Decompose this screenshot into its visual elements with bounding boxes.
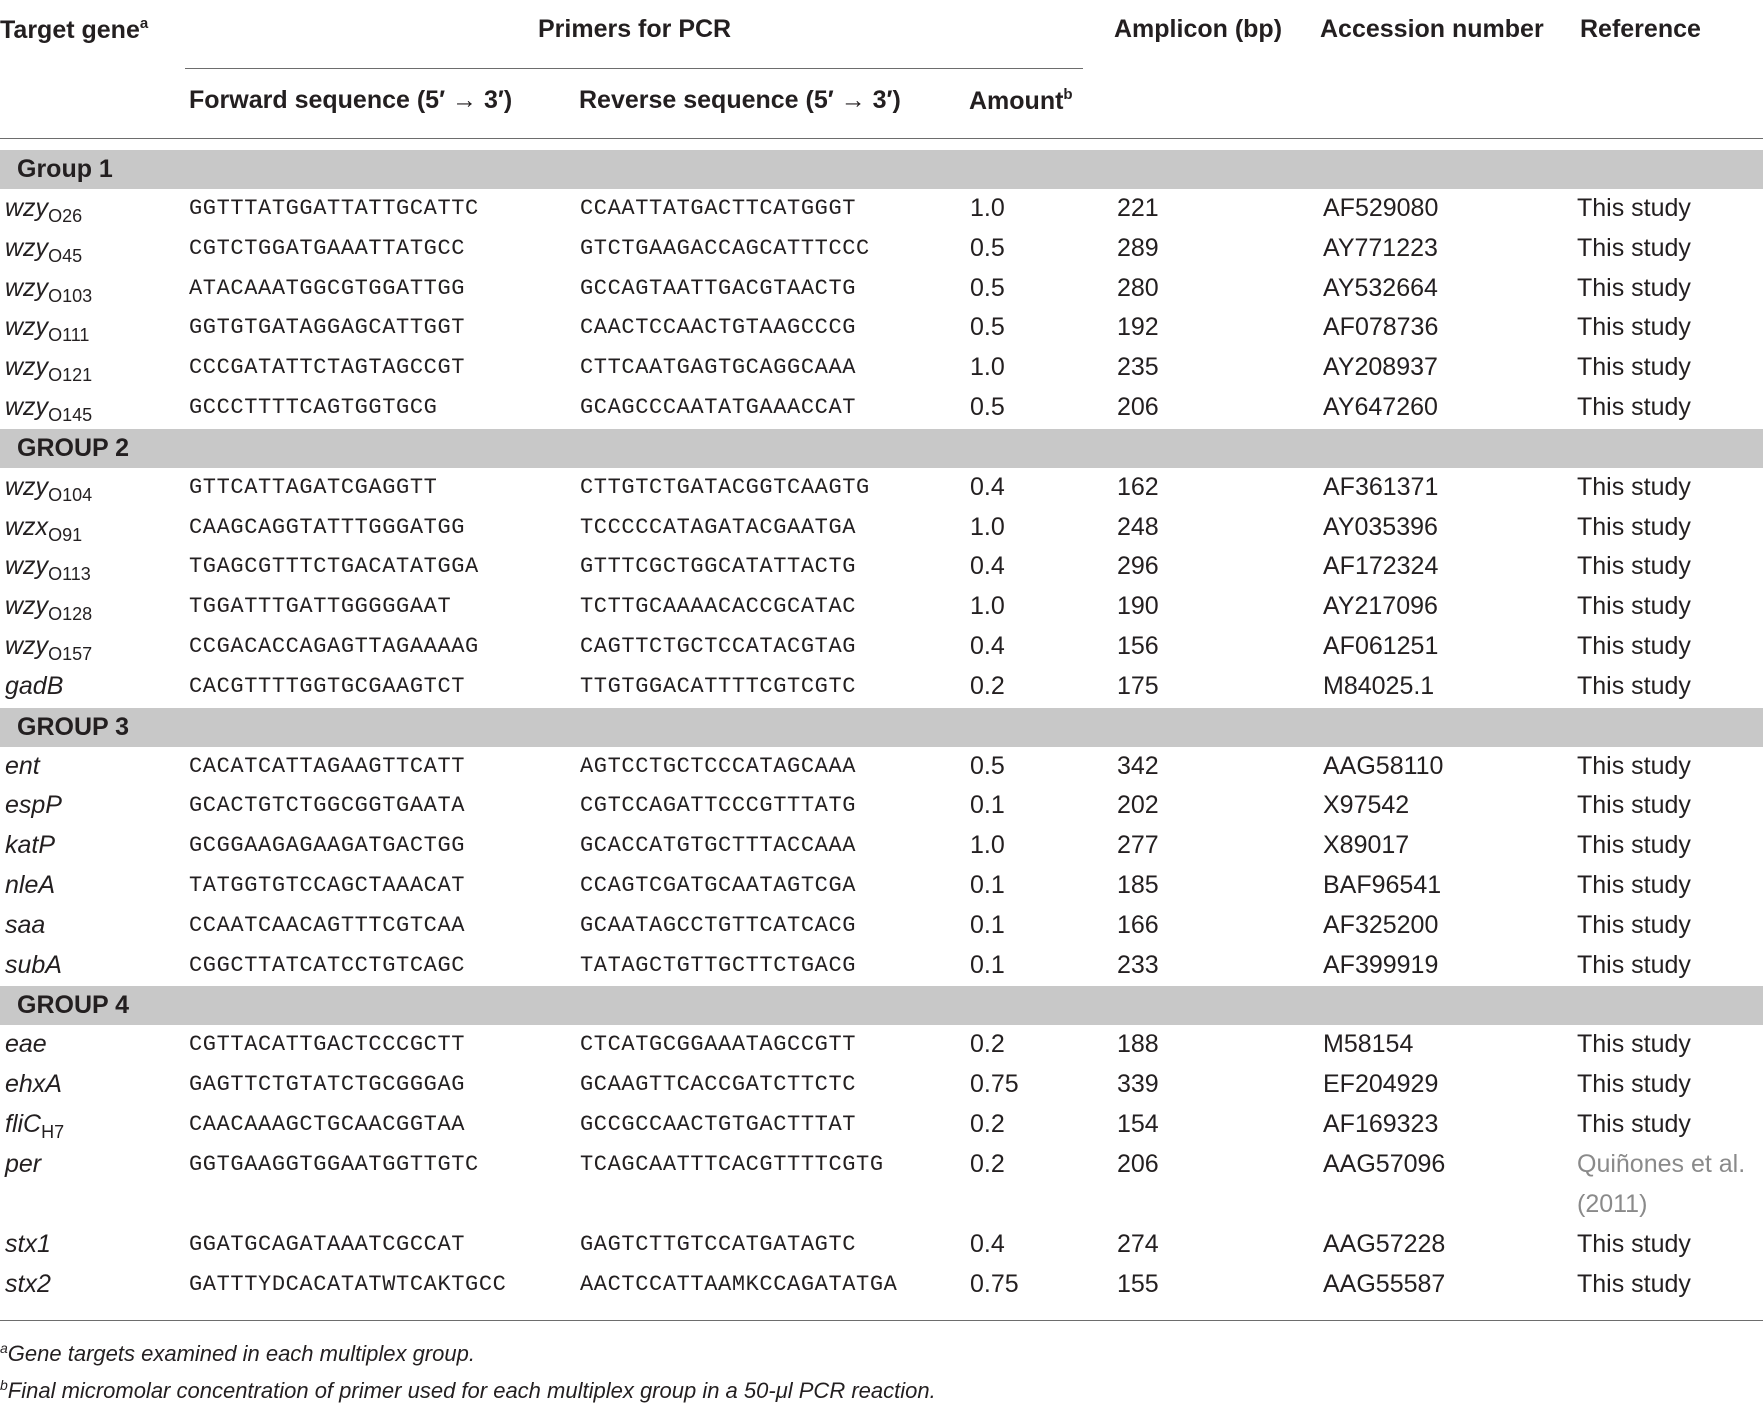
accession-number: AF529080 <box>1323 194 1439 222</box>
amplicon-size: 192 <box>1117 313 1159 342</box>
accession-number: M84025.1 <box>1323 671 1435 700</box>
forward-sequence: CGGCTTATCATCCTGTCAGC <box>189 952 466 978</box>
accession-number: AY208937 <box>1323 353 1438 382</box>
amplicon-size: 175 <box>1117 671 1159 700</box>
gene-name: wzx <box>5 512 49 541</box>
forward-sequence: GAGTTCTGTATCTGCGGGAG <box>189 1072 466 1098</box>
header-amount: Amount$^b$ <box>969 86 1073 115</box>
header-reference: Reference <box>1580 15 1701 43</box>
group-header <box>0 708 1763 747</box>
amplicon-size: 206 <box>1117 1149 1159 1178</box>
gene-name: wzy <box>5 592 49 621</box>
amplicon-size: 274 <box>1117 1229 1159 1258</box>
reference: This study <box>1577 910 1691 939</box>
accession-number: AY532664 <box>1323 273 1438 302</box>
gene-name: wzy <box>5 194 49 222</box>
accession-number: BAF96541 <box>1323 871 1442 899</box>
amount: 1.0 <box>970 194 1005 222</box>
amplicon-size: 155 <box>1117 1269 1159 1298</box>
amplicon-size: 233 <box>1117 950 1159 979</box>
group-header <box>0 150 1763 189</box>
table-row <box>0 668 1763 708</box>
accession-number: EF204929 <box>1323 1070 1439 1099</box>
amount: 0.5 <box>970 273 1005 302</box>
amount: 0.2 <box>970 1149 1005 1178</box>
table-row <box>0 1106 1763 1146</box>
gene-name: katP <box>5 831 56 860</box>
reverse-sequence: CTTCAATGAGTGCAGGCAAA <box>580 355 857 381</box>
reference: This study <box>1577 273 1691 302</box>
amplicon-size: 277 <box>1117 831 1159 860</box>
gene-subscript: O104 <box>48 484 93 505</box>
reverse-sequence: AGTCCTGCTCCCATAGCAAA <box>580 753 857 779</box>
target-gene <box>5 1110 64 1143</box>
footnote-b: $^b$Final micromolar concentration of primer used for each multiplex group in a 50-μl PCR reaction. <box>0 1377 936 1403</box>
amplicon-size: 248 <box>1117 512 1159 541</box>
amplicon-size: 154 <box>1117 1110 1159 1138</box>
gene-name: eae <box>5 1030 47 1059</box>
reference: This study <box>1577 1110 1691 1138</box>
gene-name: ent <box>5 751 40 780</box>
accession-number: M58154 <box>1323 1030 1414 1059</box>
table-row <box>0 947 1763 987</box>
reference: This study <box>1577 791 1691 820</box>
amplicon-size: 339 <box>1117 1070 1159 1099</box>
forward-sequence: GGTGTGATAGGAGCATTGGT <box>189 315 466 341</box>
group-header <box>0 986 1763 1025</box>
gene-subscript: O26 <box>48 206 83 226</box>
amount: 0.2 <box>970 671 1005 700</box>
amplicon-size: 206 <box>1117 393 1159 421</box>
gene-name: wzy <box>5 472 49 501</box>
gene-name: saa <box>5 910 46 939</box>
forward-sequence: CCGACACCAGAGTTAGAAAAG <box>189 634 479 659</box>
target-gene <box>5 871 55 900</box>
forward-sequence: CAACAAAGCTGCAACGGTAA <box>189 1112 466 1137</box>
amount: 1.0 <box>970 592 1005 621</box>
reverse-sequence: CCAGTCGATGCAATAGTCGA <box>580 873 857 898</box>
gene-subscript: O103 <box>48 285 93 306</box>
accession-number: AAG55587 <box>1323 1269 1446 1298</box>
gene-name: wzy <box>5 353 49 382</box>
target-gene <box>5 592 92 625</box>
reverse-sequence: CAACTCCAACTGTAAGCCCG <box>580 315 857 341</box>
target-gene <box>5 1270 51 1299</box>
target-gene <box>5 552 91 585</box>
header-forward-sequence: Forward sequence (5′ → 3′) <box>189 86 513 114</box>
table-row <box>0 748 1763 788</box>
amplicon-size: 235 <box>1117 353 1159 382</box>
accession-number: AF325200 <box>1323 910 1439 939</box>
amount: 0.4 <box>970 632 1005 660</box>
amount: 0.5 <box>970 393 1005 421</box>
reference: This study <box>1577 1070 1691 1099</box>
gene-name: stx2 <box>5 1269 51 1298</box>
gene-subscript: O111 <box>48 325 90 346</box>
target-gene <box>5 791 62 820</box>
reverse-sequence: CGTCCAGATTCCCGTTTATG <box>580 793 857 819</box>
gene-name: gadB <box>5 671 64 700</box>
target-gene <box>5 513 82 546</box>
accession-number: AF172324 <box>1323 552 1439 581</box>
gene-subscript: H7 <box>41 1122 65 1142</box>
amplicon-size: 190 <box>1117 592 1159 621</box>
gene-name: per <box>5 1149 42 1178</box>
accession-number: AAG58110 <box>1323 751 1444 780</box>
reverse-sequence: CTTGTCTGATACGGTCAAGTG <box>580 474 870 500</box>
table-row <box>0 1146 1763 1218</box>
forward-sequence: GCCCTTTTCAGTGGTGCG <box>189 395 438 420</box>
header-target-gene: Target gene$^a$ <box>0 15 149 44</box>
group-label: Group 1 <box>17 155 113 183</box>
table-row <box>0 628 1763 668</box>
target-gene <box>5 393 92 426</box>
forward-sequence: ATACAAATGGCGTGGATTGG <box>189 275 466 301</box>
table-row <box>0 469 1763 509</box>
gene-name: subA <box>5 950 62 979</box>
reverse-sequence: GCAATAGCCTGTTCATCACG <box>580 912 857 938</box>
amount: 1.0 <box>970 353 1005 382</box>
amount: 0.5 <box>970 233 1005 262</box>
accession-number: AY217096 <box>1323 592 1438 621</box>
reverse-sequence: TCTTGCAAAACACCGCATAC <box>580 594 857 620</box>
reverse-sequence: GCAAGTTCACCGATCTTCTC <box>580 1072 857 1098</box>
reference: This study <box>1577 831 1691 860</box>
reference: This study <box>1577 1269 1691 1298</box>
amount: 1.0 <box>970 831 1005 860</box>
amount: 1.0 <box>970 512 1005 541</box>
gene-subscript: O45 <box>48 245 83 266</box>
gene-subscript: O145 <box>48 405 93 425</box>
gene-name: wzy <box>5 393 49 421</box>
amount: 0.2 <box>970 1030 1005 1059</box>
table-row <box>0 270 1763 310</box>
accession-number: AF078736 <box>1323 313 1439 342</box>
reverse-sequence: GTTTCGCTGGCATATTACTG <box>580 554 857 580</box>
reference: This study <box>1577 871 1691 899</box>
table-row <box>0 309 1763 349</box>
forward-sequence: GGTGAAGGTGGAATGGTTGTC <box>189 1151 479 1177</box>
gene-subscript: O128 <box>48 604 93 625</box>
group-label: GROUP 2 <box>17 433 130 462</box>
accession-number: AY035396 <box>1323 512 1438 541</box>
target-gene <box>5 473 92 506</box>
table-row <box>0 1026 1763 1066</box>
target-gene <box>5 1070 62 1099</box>
target-gene <box>5 752 40 781</box>
reference: This study <box>1577 233 1691 262</box>
header-amplicon: Amplicon (bp) <box>1114 15 1283 43</box>
amount: 0.1 <box>970 871 1005 899</box>
group-header <box>0 429 1763 468</box>
reference: This study <box>1577 1229 1691 1258</box>
header-accession-number: Accession number <box>1320 15 1544 43</box>
forward-sequence: CACATCATTAGAAGTTCATT <box>189 753 466 779</box>
forward-sequence: TGAGCGTTTCTGACATATGGA <box>189 554 479 580</box>
table-row <box>0 907 1763 947</box>
header-bottom-rule <box>0 138 1763 139</box>
reference: This study <box>1577 950 1691 979</box>
accession-number: AF361371 <box>1323 472 1439 501</box>
gene-subscript: O121 <box>48 365 93 386</box>
header-primers-for-pcr: Primers for PCR <box>538 15 732 43</box>
gene-subscript: O113 <box>48 564 91 585</box>
reverse-sequence: TTGTGGACATTTTCGTCGTC <box>580 673 857 699</box>
forward-sequence: CAAGCAGGTATTTGGGATGG <box>189 514 466 540</box>
table-row <box>0 867 1763 907</box>
accession-number: AY647260 <box>1323 393 1438 421</box>
target-gene <box>5 313 89 346</box>
amount: 0.2 <box>970 1110 1005 1138</box>
gene-name: wzy <box>5 273 49 302</box>
target-gene <box>5 1030 47 1059</box>
accession-number: AF169323 <box>1323 1110 1439 1138</box>
forward-sequence: CCCGATATTCTAGTAGCCGT <box>189 355 466 381</box>
table-row <box>0 230 1763 270</box>
reverse-sequence: GAGTCTTGTCCATGATAGTC <box>580 1231 857 1257</box>
reverse-sequence: TCCCCCATAGATACGAATGA <box>580 514 857 540</box>
reverse-sequence: GTCTGAAGACCAGCATTTCCC <box>580 235 870 261</box>
gene-subscript: O91 <box>48 524 83 545</box>
amplicon-size: 289 <box>1117 233 1159 262</box>
target-gene <box>5 1230 51 1259</box>
forward-sequence: GCACTGTCTGGCGGTGAATA <box>189 793 466 819</box>
amount: 0.4 <box>970 1229 1005 1258</box>
reference: This study <box>1577 472 1691 501</box>
accession-number: X97542 <box>1323 791 1410 820</box>
amount: 0.5 <box>970 313 1005 342</box>
forward-sequence: GGATGCAGATAAATCGCCAT <box>189 1231 466 1257</box>
forward-sequence: GCGGAAGAGAAGATGACTGG <box>189 833 466 859</box>
target-gene <box>5 632 92 665</box>
gene-name: fliC <box>5 1110 42 1138</box>
gene-name: wzy <box>5 313 49 342</box>
header-subrule <box>185 68 1083 69</box>
accession-number: AAG57096 <box>1323 1149 1446 1178</box>
header-reverse-sequence: Reverse sequence (5′ → 3′) <box>579 86 901 114</box>
amplicon-size: 162 <box>1117 472 1159 501</box>
amplicon-size: 280 <box>1117 273 1159 302</box>
reverse-sequence: CAGTTCTGCTCCATACGTAG <box>580 634 857 659</box>
gene-name: wzy <box>5 552 49 581</box>
reverse-sequence: TATAGCTGTTGCTTCTGACG <box>580 952 857 978</box>
reverse-sequence: TCAGCAATTTCACGTTTTCGTG <box>580 1151 884 1177</box>
reference: This study <box>1577 552 1691 581</box>
group-label: GROUP 3 <box>17 712 130 741</box>
table-row <box>0 509 1763 549</box>
amount: 0.1 <box>970 910 1005 939</box>
accession-number: X89017 <box>1323 831 1410 860</box>
forward-sequence: GTTCATTAGATCGAGGTT <box>189 474 438 500</box>
gene-name: nleA <box>5 871 56 899</box>
target-gene <box>5 1150 41 1179</box>
table-row <box>0 1266 1763 1306</box>
gene-name: espP <box>5 791 62 820</box>
target-gene <box>5 672 63 701</box>
target-gene <box>5 194 82 227</box>
accession-number: AAG57228 <box>1323 1229 1446 1258</box>
reference: This study <box>1577 353 1691 382</box>
reference: This study <box>1577 194 1691 222</box>
table-row <box>0 548 1763 588</box>
reverse-sequence: GCAGCCCAATATGAAACCAT <box>580 395 857 420</box>
amplicon-size: 185 <box>1117 871 1159 899</box>
forward-sequence: TGGATTTGATTGGGGGAAT <box>189 594 452 620</box>
group-label: GROUP 4 <box>17 991 130 1020</box>
amount: 0.5 <box>970 751 1005 780</box>
amplicon-size: 202 <box>1117 791 1159 820</box>
gene-subscript: O157 <box>48 644 93 664</box>
table-row <box>0 787 1763 827</box>
accession-number: AF399919 <box>1323 950 1439 979</box>
target-gene <box>5 353 92 386</box>
reverse-sequence: GCCAGTAATTGACGTAACTG <box>580 275 857 301</box>
reverse-sequence: GCCGCCAACTGTGACTTTAT <box>580 1112 857 1137</box>
reverse-sequence: CTCATGCGGAAATAGCCGTT <box>580 1032 857 1058</box>
amplicon-size: 188 <box>1117 1030 1159 1059</box>
amplicon-size: 342 <box>1117 751 1159 780</box>
amplicon-size: 156 <box>1117 632 1159 660</box>
amount: 0.1 <box>970 950 1005 979</box>
reverse-sequence: CCAATTATGACTTCATGGGT <box>580 196 857 221</box>
gene-name: stx1 <box>5 1229 51 1258</box>
table-row <box>0 349 1763 389</box>
amount: 0.75 <box>970 1269 1019 1298</box>
accession-number: AF061251 <box>1323 632 1439 660</box>
amount: 0.1 <box>970 791 1005 820</box>
forward-sequence: TATGGTGTCCAGCTAAACAT <box>189 873 466 898</box>
gene-name: wzy <box>5 233 49 262</box>
reverse-sequence: AACTCCATTAAMKCCAGATATGA <box>580 1271 898 1297</box>
reverse-sequence: GCACCATGTGCTTTACCAAA <box>580 833 857 859</box>
table-row <box>0 190 1763 230</box>
reference: Quiñones et al. (2011) <box>1577 1149 1746 1218</box>
forward-sequence: CCAATCAACAGTTTCGTCAA <box>189 912 466 938</box>
target-gene <box>5 274 92 307</box>
reference: This study <box>1577 1030 1691 1059</box>
reference: This study <box>1577 512 1691 541</box>
table-bottom-rule <box>0 1320 1763 1321</box>
table-row <box>0 588 1763 628</box>
table-row <box>0 1066 1763 1106</box>
table-row <box>0 827 1763 867</box>
target-gene <box>5 911 45 940</box>
amplicon-size: 166 <box>1117 910 1159 939</box>
forward-sequence: CGTTACATTGACTCCCGCTT <box>189 1032 466 1058</box>
amount: 0.4 <box>970 552 1005 581</box>
target-gene <box>5 831 55 860</box>
forward-sequence: CACGTTTTGGTGCGAAGTCT <box>189 673 466 699</box>
gene-name: ehxA <box>5 1070 62 1099</box>
footnote-a: $^a$Gene targets examined in each multiplex group. <box>0 1340 475 1366</box>
target-gene <box>5 234 82 267</box>
forward-sequence: CGTCTGGATGAAATTATGCC <box>189 235 466 261</box>
reference: This study <box>1577 751 1691 780</box>
reference: This study <box>1577 313 1691 342</box>
reference: This study <box>1577 592 1691 621</box>
target-gene <box>5 951 62 980</box>
amount: 0.4 <box>970 472 1005 501</box>
gene-name: wzy <box>5 632 49 660</box>
accession-number: AY771223 <box>1323 233 1438 262</box>
reference: This study <box>1577 632 1691 660</box>
reference: This study <box>1577 671 1691 700</box>
reference: This study <box>1577 393 1691 421</box>
table-row <box>0 1226 1763 1266</box>
forward-sequence: GGTTTATGGATTATTGCATTC <box>189 196 479 221</box>
amplicon-size: 296 <box>1117 552 1159 581</box>
amount: 0.75 <box>970 1070 1019 1099</box>
forward-sequence: GATTTYDCACATATWTCAKTGCC <box>189 1271 507 1297</box>
amplicon-size: 221 <box>1117 194 1159 222</box>
table-row <box>0 389 1763 429</box>
